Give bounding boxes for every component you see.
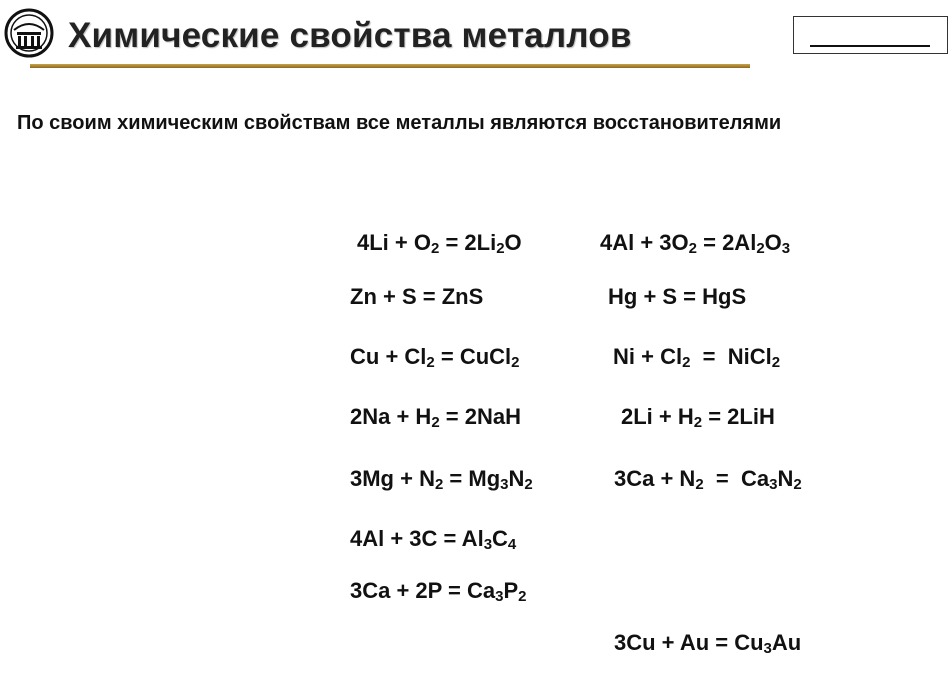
equation-na-hydrogen: $2Na + H_2 = 2NaH$ [350, 404, 521, 431]
page-title: Химические свойства металлов [68, 16, 632, 55]
equation-al-carbon: $4Al + 3C = Al_3C_4$ [350, 526, 517, 553]
equation-li-hydrogen: $2Li + H_2 = 2LiH$ [621, 404, 775, 431]
equation-hg-sulfur: Hg + S = HgS [608, 284, 747, 309]
subtitle: По своим химическим свойствам все металлы являются восстановителями [17, 112, 782, 134]
title-underline [30, 64, 750, 68]
equation-cu-gold: $3Cu + Au = Cu_3Au$ [614, 630, 802, 657]
corner-box-line [810, 45, 930, 47]
equation-ca-nitrogen: $3Ca + N_2 = Ca_3N_2$ [614, 466, 802, 493]
university-logo-icon [4, 8, 54, 58]
equation-cu-chlorine: $Cu + Cl_2$ = CuCl$_2$ [350, 344, 520, 371]
equation-mg-nitrogen: $3Mg + N_2 = Mg_3N_2$ [350, 466, 533, 493]
equation-al-oxygen: $4Al + 3O_2 = 2Al_2O_3$ [600, 230, 791, 257]
equation-ca-phosphorus: $3Ca + 2P = Ca_3P_2$ [350, 578, 527, 605]
equation-li-oxygen: $4Li + O_2 = 2Li_2O$ [357, 230, 522, 257]
corner-box [793, 16, 948, 54]
equation-zn-sulfur: Zn + S = ZnS [350, 284, 484, 309]
equation-ni-chlorine: $Ni + Cl_2$ = NiCl$_2$ [613, 344, 781, 371]
